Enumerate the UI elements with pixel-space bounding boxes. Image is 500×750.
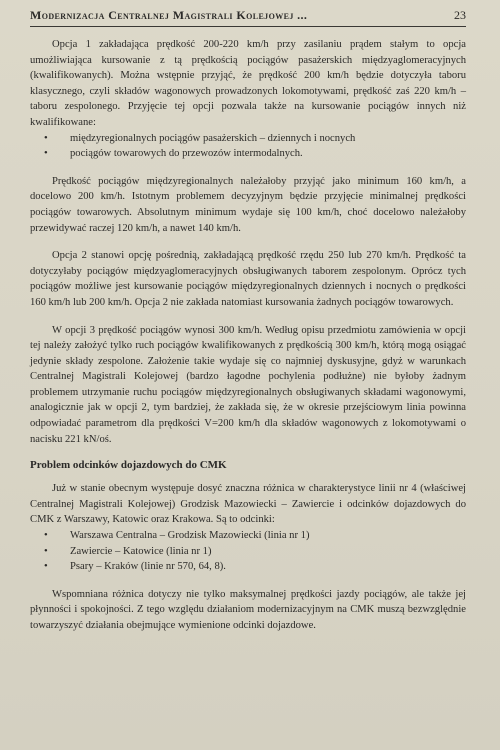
bullet-list-train-types: [30, 131, 466, 162]
list-item: • pociągów towarowych do przewozów intermodalnych.: [70, 146, 466, 162]
paragraph-option-2: Opcja 2 stanowi opcję pośrednią, zakładającą prędkość rzędu 250 lub 270 km/h. Prędkość ta dotyczyłaby pociągów międzyaglomeracyjnych obsługiwanych taborem zespolonym. Oprócz tych pociągów możliwe jest kursowanie pociągów międzyregionalnych dziennych i nocnych o prędkości 160 km/h lub 200 km/h. Opcja 2 nie zakłada natomiast kursowania żadnych pociągów towarowych.: [30, 250, 466, 308]
section-heading: Problem odcinków dojazdowych do CMK: [30, 459, 227, 472]
paragraph-speed-regional: Prędkość pociągów międzyregionalnych należałoby przyjąć jako minimum 160 km/h, a docelowo 200 km/h. Istotnym problemem decyzyjnym będzie przyjęcie minimalnej prędkości pociągów towarowych. Absolutnym minimum wydaje się 100 km/h, choć docelowo należałoby przewidywać raczej 120 km/h, a nawet 140 km/h.: [30, 175, 466, 234]
page-number: 23: [454, 8, 466, 22]
paragraph-access-sections: Już w stanie obecnym występuje dosyć znaczna różnica w charakterystyce linii nr 4 (właściwej Centralnej Magistrali Kolejowej) Grodzisk Mazowiecki – Zawiercie i odcinków dojazdowych do CMK z Warszawy, Katowic oraz Krakowa. Są to odcinki:: [30, 483, 466, 526]
running-header: [30, 8, 466, 27]
header-title: Modernizacja Centralnej Magistrali Kolejowej ...: [30, 8, 308, 22]
paragraph-option-1: Opcja 1 zakładająca prędkość 200-220 km/h przy zasilaniu prądem stałym to opcja umożliwiająca kursowanie z tą prędkością pociągów pasażerskich międzyaglomeracyjnych (kwalifikowanych). Można wstępnie przyjąć, że prędkość 200 km/h będzie dotyczyła taboru klasycznego, czyli składów wagonowych prowadzonych lokomotywami, prędkość zaś 220 km/h – taboru zespolonego. Przyjęcie tej opcji pozwala także na kursowanie pociągów innych niż kwalifikowane:: [30, 39, 466, 128]
list-item: • Zawiercie – Katowice (linia nr 1): [70, 544, 466, 560]
list-item: • Psary – Kraków (linie nr 570, 64, 8).: [70, 559, 466, 575]
bullet-list-sections: [30, 528, 466, 575]
paragraph-option-3: W opcji 3 prędkość pociągów wynosi 300 km/h. Według opisu przedmiotu zamówienia w opcji tej należy założyć tylko ruch pociągów kwalifikowanych z prędkością 300 km/h, którą mogą osiągać jedynie składy zespolone. Założenie takie wydaje się co najmniej dyskusyjne, gdyż w warunkach Centralnej Magistrali Kolejowej (bardzo łagodne pochylenia podłużne) nie byłoby żadnym problemem utrzymanie ruchu pociągów międzyregionalnych obsługiwanych składami wagonowymi, analogicznie jak w opcji 2, tym bardziej, że zakłada się, że w okresie przejściowym linia powinna odpowiadać parametrom dla prędkości V=200 km/h dla składów wagonowych z lokomotywami o nacisku 221 kN/oś.: [30, 324, 466, 445]
list-item: • Warszawa Centralna – Grodzisk Mazowiecki (linia nr 1): [70, 528, 466, 544]
paragraph-conclusion: Wspomniana różnica dotyczy nie tylko maksymalnej prędkości jazdy pociągów, ale także jej płynności i spokojności. Z tego względu działaniom modernizacyjnym na CMK muszą bezwzględnie towarzyszyć działania obejmujące wymienione odcinki dojazdowe.: [30, 588, 466, 631]
list-item: • międzyregionalnych pociągów pasażerskich – dziennych i nocnych: [70, 131, 466, 147]
